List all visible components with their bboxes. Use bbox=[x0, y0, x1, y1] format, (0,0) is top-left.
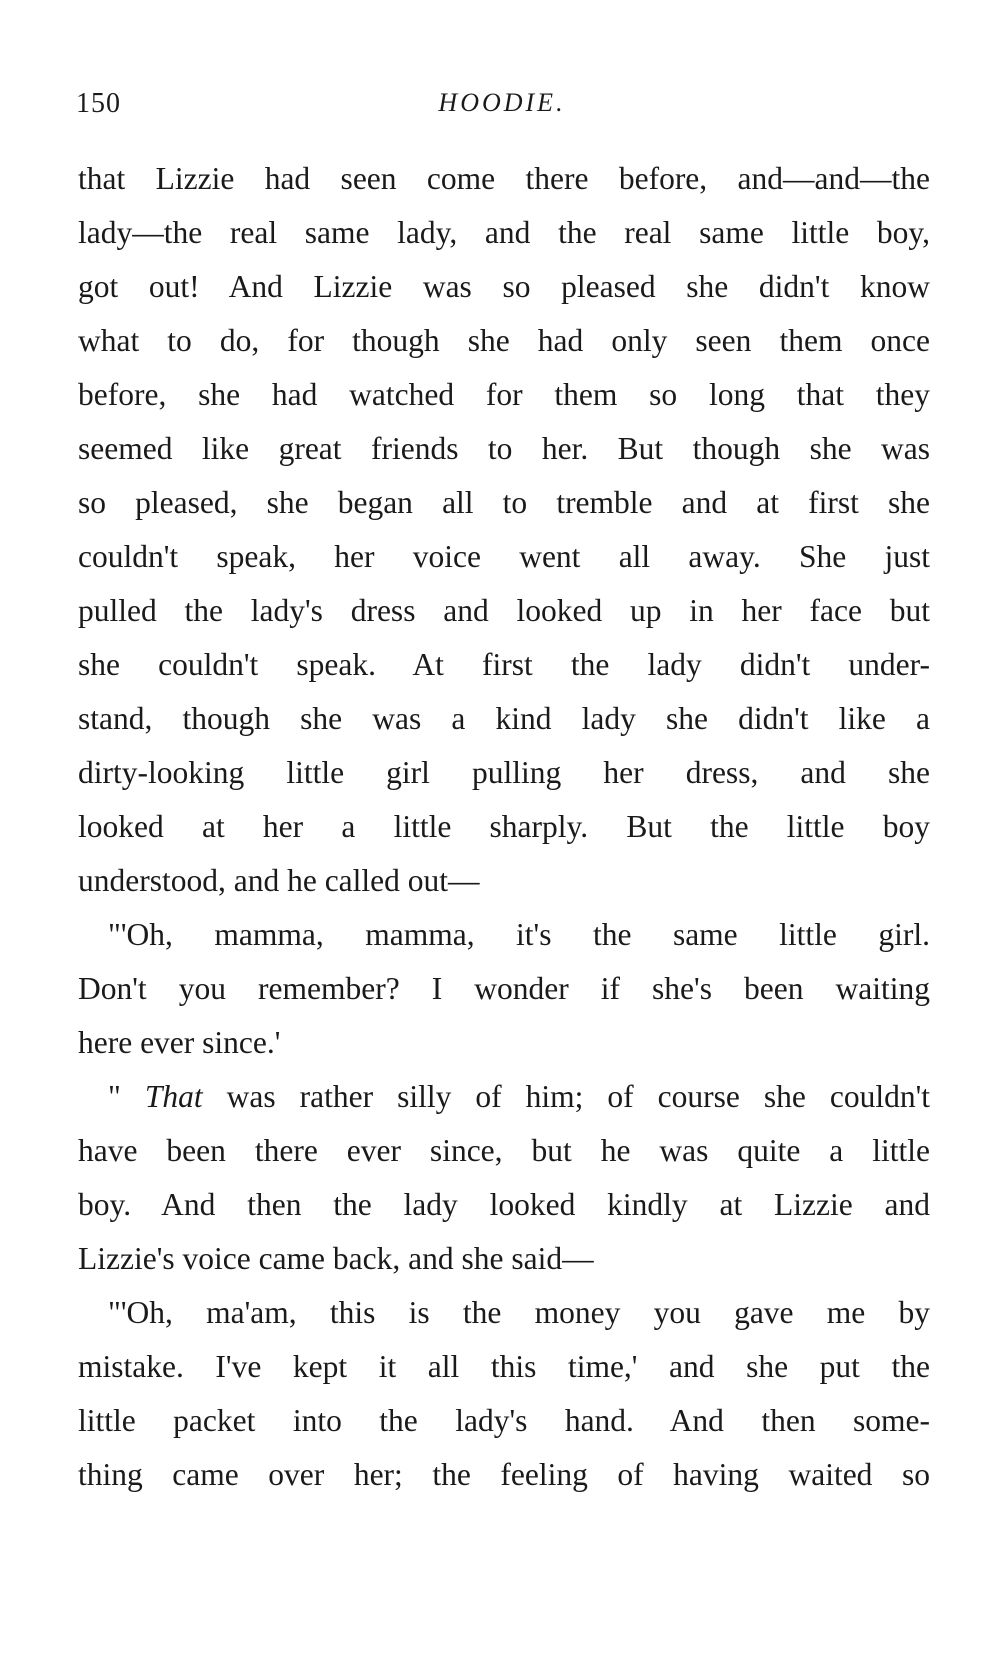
text-line: here ever since.' bbox=[78, 1025, 281, 1060]
line-remainder: was rather silly of him; of course she couldn't bbox=[202, 1079, 931, 1114]
italic-word: That bbox=[144, 1079, 203, 1114]
text-line: Don't you remember? I wonder if she's been waiting bbox=[78, 971, 930, 1006]
text-line: have been there ever since, but he was quite a little bbox=[78, 1133, 930, 1168]
text-line: so pleased, she began all to tremble and at first she bbox=[78, 485, 930, 520]
running-title: HOODIE. bbox=[438, 88, 566, 117]
text-line: before, she had watched for them so long that they bbox=[78, 377, 930, 412]
page-number: 150 bbox=[76, 88, 121, 119]
text-line: boy. And then the lady looked kindly at Lizzie and bbox=[78, 1187, 930, 1222]
text-line: what to do, for though she had only seen them once bbox=[78, 323, 930, 358]
text-line: stand, though she was a kind lady she didn't like a bbox=[78, 701, 930, 736]
text-line: little packet into the lady's hand. And then some- bbox=[78, 1403, 930, 1438]
text-line: pulled the lady's dress and looked up in her face but bbox=[78, 593, 930, 628]
text-line: dirty-looking little girl pulling her dress, and she bbox=[78, 755, 930, 790]
text-line: looked at her a little sharply. But the little boy bbox=[78, 809, 930, 844]
body-text bbox=[78, 152, 930, 1502]
text-line: "'Oh, mamma, mamma, it's the same little girl. bbox=[108, 917, 930, 952]
text-line: thing came over her; the feeling of having waited so bbox=[78, 1457, 930, 1492]
text-line: seemed like great friends to her. But though she was bbox=[78, 431, 930, 466]
text-line: "'Oh, ma'am, this is the money you gave me by bbox=[108, 1295, 930, 1330]
text-line: she couldn't speak. At first the lady didn't under- bbox=[78, 647, 930, 682]
text-line: couldn't speak, her voice went all away. She just bbox=[78, 539, 930, 574]
text-line: understood, and he called out— bbox=[78, 863, 480, 898]
running-head bbox=[76, 88, 928, 128]
text-line: Lizzie's voice came back, and she said— bbox=[78, 1241, 594, 1276]
opening-quote: " bbox=[108, 1079, 121, 1114]
text-line: got out! And Lizzie was so pleased she didn't know bbox=[78, 269, 930, 304]
text-line: mistake. I've kept it all this time,' and she put the bbox=[78, 1349, 930, 1384]
text-line: lady—the real same lady, and the real same little boy, bbox=[78, 215, 930, 250]
text-line: that Lizzie had seen come there before, and—and—the bbox=[78, 161, 930, 196]
text-line-italic-lead bbox=[78, 1070, 930, 1124]
